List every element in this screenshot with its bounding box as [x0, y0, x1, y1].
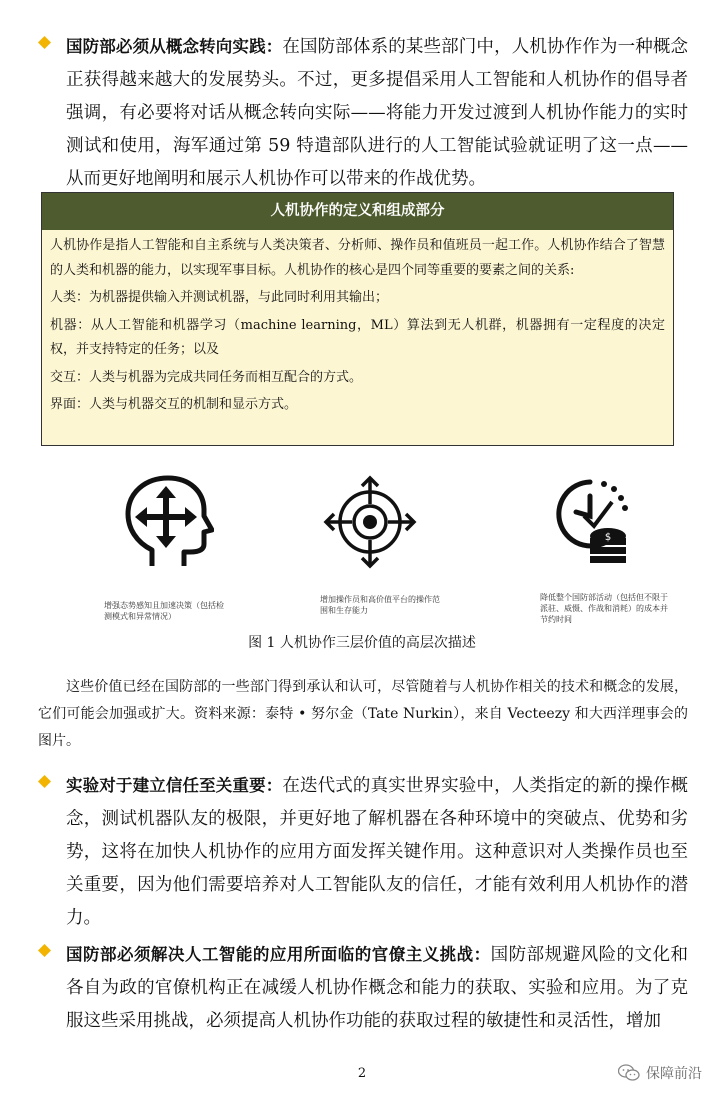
bullet-heading: 国防部必须解决人工智能的应用所面临的官僚主义挑战： — [66, 945, 491, 964]
svg-text:$: $ — [604, 532, 612, 543]
bullet-text: 在国防部体系的某些部门中，人机协作作为一种概念正获得越来越大的发展势头。不过，更多提倡采用人工智能和人机协作的倡导者强调，有必要将对话从概念转向实际——将能力开发过渡到人机协作能力的实时测试和使用，海军通过第 59 特遣部队进行的人工智能试验就证明了这一点——从而更好地阐明和展示人机协作可以带来的作战优势。 — [66, 37, 689, 189]
definition-box-title: 人机协作的定义和组成部分 — [42, 193, 673, 230]
bullet-concept-to-practice — [38, 30, 688, 196]
definition-intro: 人机协作是指人工智能和自主系统与人类决策者、分析师、操作员和值班员一起工作。人机协作结合了智慧的人类和机器的能力，以实现军事目标。人机协作的核心是四个同等重要的要素之间的关系: — [50, 238, 665, 278]
diamond-bullet-icon — [38, 36, 51, 49]
figure-title: 图 1 人机协作三层价值的高层次描述 — [248, 635, 476, 651]
bullet-heading: 实验对于建立信任至关重要： — [66, 776, 283, 795]
bullet-text: 在迭代式的真实世界实验中，人类指定的新的操作概念，测试机器队友的极限，并更好地了解机器在各种环境中的突破点、优势和劣势，这将在加快人机协作的应用方面发挥关键作用。这种意识对人类操作员也至关重要，因为他们需要培养对人工智能队友的信任，才能有效利用人机协作的潜力。 — [66, 776, 689, 928]
page-number: 2 — [357, 1066, 367, 1081]
definition-item-interface: 界面：人类与机器交互的机制和显示方式。 — [50, 397, 298, 412]
bullet-heading: 国防部必须从概念转向实践： — [66, 37, 283, 56]
diamond-bullet-icon — [38, 775, 51, 788]
clock-coins-icon — [550, 472, 640, 572]
caption-operational-range: 增加操作员和高价值平台的操作范围和生存能力 — [320, 595, 440, 615]
definition-item-human: 人类：为机器提供输入并测试机器，与此同时利用其输出； — [50, 290, 389, 305]
caption-situational-awareness: 增强态势感知且加速决策（包括检测模式和异常情况） — [104, 601, 224, 621]
crosshair-target-icon — [322, 474, 418, 570]
definition-box-body — [42, 230, 673, 418]
watermark-text: 保障前沿 — [646, 1066, 702, 1082]
bullet-bureaucratic-challenges — [38, 938, 688, 1038]
definition-box — [41, 192, 674, 446]
bullet-text: 国防部规避风险的文化和各自为政的官僚机构正在减缓人机协作概念和能力的获取、实验和应用。为了克服这些采用挑战，必须提高人机协作功能的获取过程的敏捷性和灵活性，增加 — [66, 945, 689, 1031]
definition-item-machine: 机器：从人工智能和机器学习（machine learning，ML）算法到无人机群，机器拥有一定程度的决定权，并支持特定的任务；以及 — [50, 317, 665, 357]
caption-cost-time-savings: 降低整个国防部活动（包括但不限于派驻、威慑、作战和消耗）的成本并节约时间 — [540, 593, 668, 624]
bullet-paragraph — [66, 769, 688, 935]
definition-item-interaction: 交互：人类与机器为完成共同任务而相互配合的方式。 — [50, 369, 363, 385]
bullet-paragraph — [66, 30, 688, 196]
wechat-icon — [618, 1064, 640, 1082]
watermark — [618, 1063, 702, 1083]
figure-source-paragraph: 这些价值已经在国防部的一些部门得到承认和认可，尽管随着与人机协作相关的技术和概念的发展，它们可能会加强或扩大。资料来源：泰特 • 努尔金（Tate Nurkin），来自 Vecteezy 和大西洋理事会的图片。 — [38, 679, 688, 749]
head-arrows-icon — [122, 474, 214, 572]
figure-1 — [0, 468, 724, 658]
bullet-paragraph — [66, 938, 688, 1038]
diamond-bullet-icon — [38, 944, 51, 957]
bullet-experimentation-trust — [38, 769, 688, 935]
